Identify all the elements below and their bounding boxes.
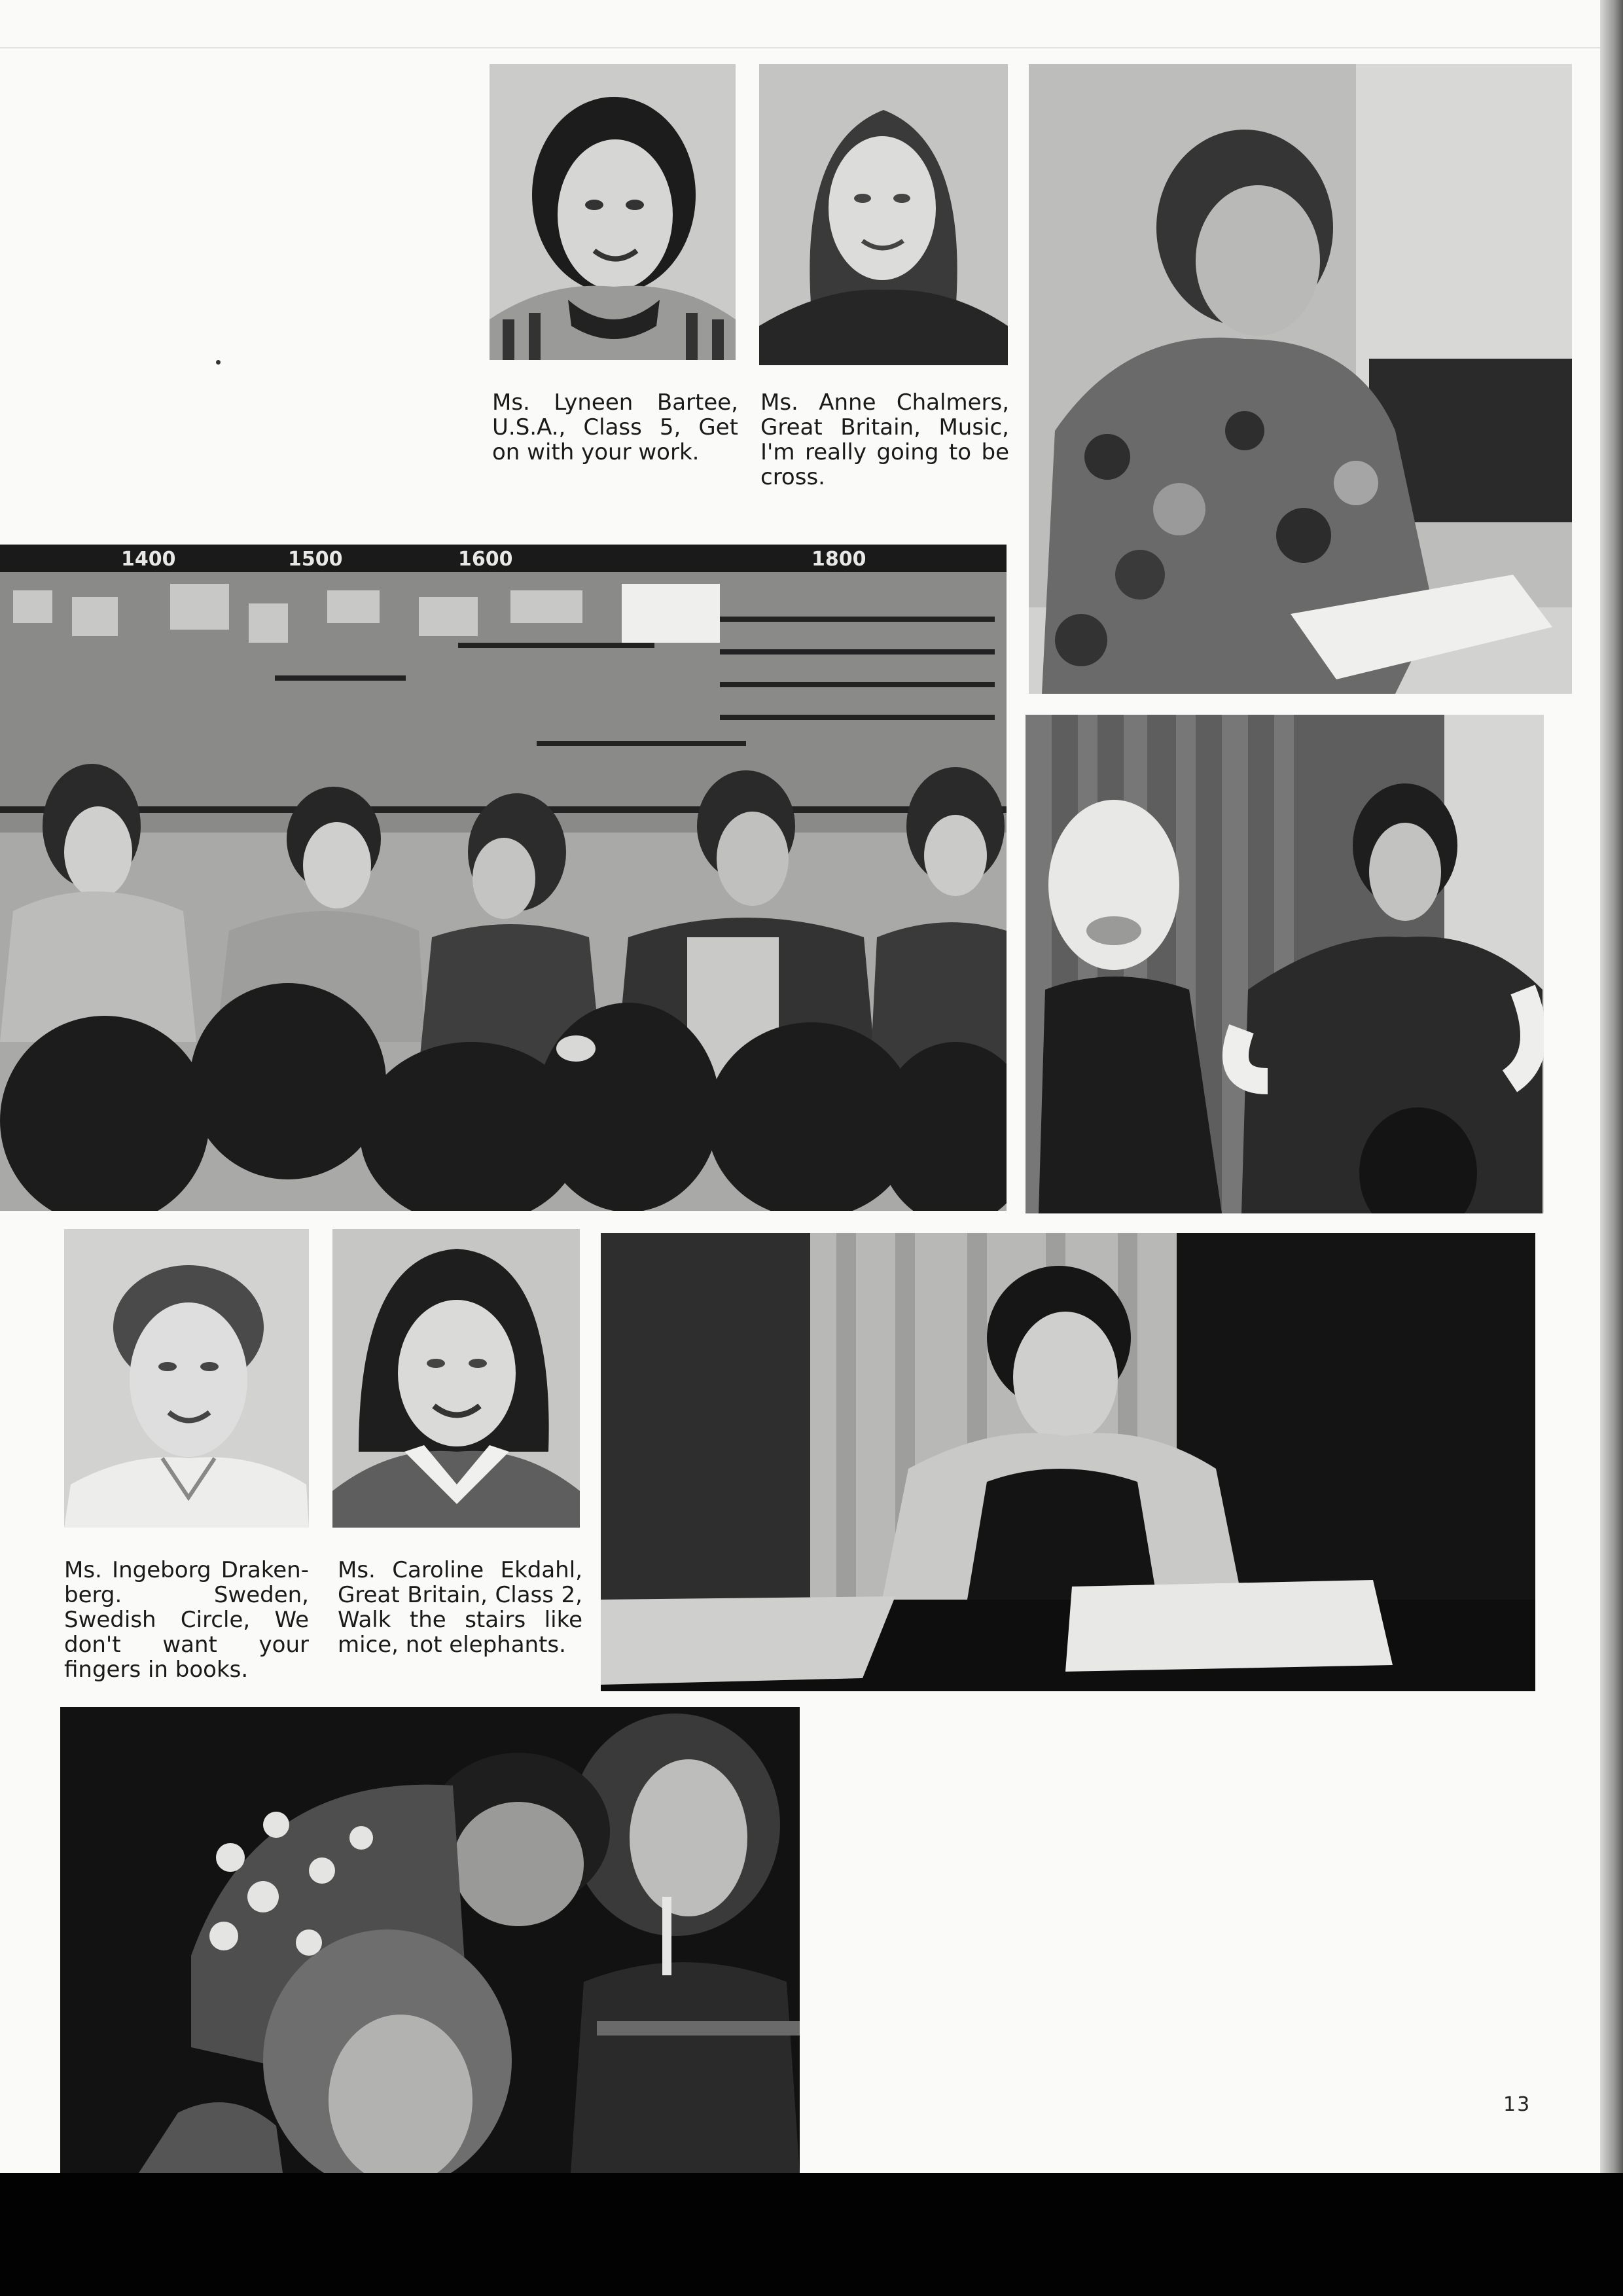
photo-costume-play (1026, 715, 1544, 1213)
caption-bartee: Ms. Lyneen Bartee, U.S.A., Class 5, Get on with your work. (492, 389, 738, 465)
timeline-year-1400: 1400 (121, 548, 176, 571)
photo-teacher-at-desk (1029, 64, 1572, 694)
timeline-year-1600: 1600 (458, 548, 513, 571)
caption-chalmers: Ms. Anne Chalmers, Great Britain, Music, I'm really going to be cross. (760, 389, 1009, 490)
caption-drakenberg: Ms. Ingeborg Draken-berg. Sweden, Swedish Circle, We don't want your fingers in books. (64, 1557, 309, 1683)
portrait-photo-chalmers (759, 64, 1008, 365)
portrait-photo-ekdahl (332, 1229, 580, 1528)
stray-mark (216, 360, 221, 365)
page-number: 13 (1503, 2093, 1531, 2116)
scanner-bottom-band (0, 2173, 1623, 2296)
portrait-photo-drakenberg (64, 1229, 309, 1528)
photo-teacher-at-piano (601, 1233, 1535, 1691)
top-rule (0, 47, 1600, 48)
timeline-year-1800: 1800 (812, 548, 866, 571)
portrait-photo-bartee (490, 64, 736, 360)
photo-recorder-lesson (60, 1707, 800, 2173)
caption-ekdahl: Ms. Caroline Ekdahl, Great Britain, Class 2, Walk the stairs like mice, not elephants. (338, 1557, 582, 1658)
timeline-year-1500: 1500 (288, 548, 343, 571)
photo-teachers-timeline-group (0, 545, 1007, 1211)
page-binding-edge (1600, 0, 1623, 2173)
